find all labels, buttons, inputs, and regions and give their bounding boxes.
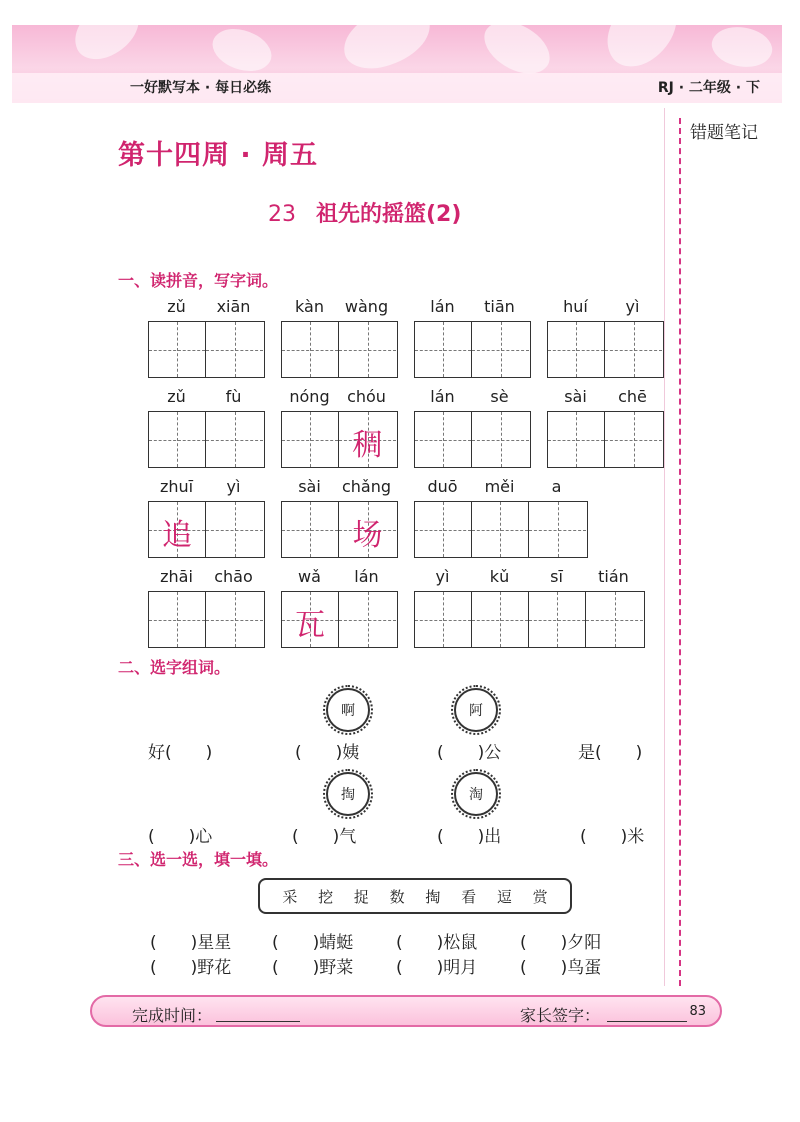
word-blank[interactable]: 是( ) bbox=[578, 743, 643, 763]
pinyin-syllable: xiān bbox=[216, 297, 251, 316]
writing-cell[interactable] bbox=[206, 322, 263, 377]
pinyin-row bbox=[148, 387, 265, 407]
word-blank[interactable]: ( )公 bbox=[437, 743, 502, 763]
writing-cell[interactable] bbox=[605, 322, 662, 377]
week-title: 第十四周 · 周五 bbox=[118, 140, 319, 171]
tianzige-grid bbox=[148, 411, 265, 468]
pinyin-word-group bbox=[414, 567, 645, 651]
tianzige-grid bbox=[414, 321, 531, 378]
tianzige-grid bbox=[148, 501, 265, 558]
section3-title: 三、选一选，填一填。 bbox=[118, 850, 279, 869]
completion-time-label: 完成时间： bbox=[132, 1006, 213, 1025]
pinyin-row bbox=[281, 387, 398, 407]
pinyin-word-group bbox=[547, 387, 664, 471]
writing-cell[interactable] bbox=[206, 592, 263, 647]
pinyin-row bbox=[148, 567, 265, 587]
word-blank[interactable]: ( )心 bbox=[148, 827, 213, 847]
tianzige-grid bbox=[281, 321, 398, 378]
pinyin-syllable: fù bbox=[225, 387, 242, 406]
pinyin-row bbox=[414, 567, 645, 587]
writing-cell[interactable] bbox=[339, 322, 396, 377]
writing-cell[interactable] bbox=[149, 592, 206, 647]
pinyin-word-group bbox=[547, 297, 664, 381]
pinyin-syllable: sài bbox=[298, 477, 321, 496]
writing-cell[interactable] bbox=[548, 412, 605, 467]
pinyin-row bbox=[414, 477, 588, 497]
pinyin-syllable: duō bbox=[427, 477, 458, 496]
pinyin-row bbox=[547, 387, 664, 407]
word-blank[interactable]: ( )气 bbox=[292, 827, 357, 847]
choice-char: 掏 bbox=[425, 887, 441, 906]
pinyin-syllable: chóu bbox=[347, 387, 386, 406]
pinyin-syllable: wàng bbox=[344, 297, 389, 316]
writing-cell[interactable] bbox=[206, 412, 263, 467]
header-left-title: 一好默写本 · 每日必练 bbox=[130, 80, 272, 96]
pinyin-row bbox=[281, 567, 398, 587]
pinyin-syllable: chē bbox=[618, 387, 647, 406]
pinyin-syllable: lán bbox=[430, 387, 455, 406]
choice-char: 采 bbox=[282, 887, 298, 906]
writing-cell[interactable] bbox=[339, 502, 396, 557]
pinyin-row bbox=[281, 477, 398, 497]
pinyin-syllable: zhāi bbox=[160, 567, 193, 586]
phrase-blank[interactable]: ( )蜻蜓 bbox=[272, 933, 354, 953]
pinyin-syllable: yì bbox=[226, 477, 241, 496]
pinyin-syllable: chāo bbox=[214, 567, 253, 586]
pinyin-word-group bbox=[148, 567, 265, 651]
phrase-blank[interactable]: ( )明月 bbox=[396, 958, 478, 978]
writing-cell[interactable] bbox=[472, 592, 529, 647]
pinyin-syllable: chǎng bbox=[341, 477, 392, 496]
notes-divider bbox=[679, 118, 681, 986]
choice-char: 数 bbox=[389, 887, 405, 906]
pinyin-syllable: zǔ bbox=[167, 297, 186, 316]
pinyin-row bbox=[414, 387, 531, 407]
pinyin-word-group bbox=[414, 477, 588, 561]
choice-char: 赏 bbox=[532, 887, 548, 906]
pinyin-word-group bbox=[414, 297, 531, 381]
section2-title: 二、选字组词。 bbox=[118, 658, 231, 677]
tianzige-grid bbox=[148, 321, 265, 378]
phrase-blank[interactable]: ( )星星 bbox=[150, 933, 232, 953]
writing-cell[interactable] bbox=[282, 592, 339, 647]
writing-cell[interactable] bbox=[149, 322, 206, 377]
pinyin-syllable: lán bbox=[354, 567, 379, 586]
char-choice-box bbox=[258, 878, 572, 914]
lesson-number: 23 bbox=[268, 202, 296, 227]
margin-line bbox=[664, 108, 665, 986]
choice-char: 挖 bbox=[318, 887, 334, 906]
header-right-title: RJ · 二年级 · 下 bbox=[657, 80, 760, 96]
phrase-blank[interactable]: ( )野花 bbox=[150, 958, 232, 978]
tianzige-grid bbox=[281, 591, 398, 648]
pinyin-syllable: kǔ bbox=[489, 567, 510, 586]
tianzige-grid bbox=[281, 411, 398, 468]
writing-cell[interactable] bbox=[415, 502, 472, 557]
pinyin-syllable: yì bbox=[435, 567, 450, 586]
notes-label: 错题笔记 bbox=[690, 123, 758, 143]
tianzige-grid bbox=[547, 411, 664, 468]
pinyin-word-group bbox=[281, 297, 398, 381]
tianzige-grid bbox=[414, 591, 645, 648]
handwritten-char: 场 bbox=[352, 518, 383, 553]
tianzige-grid bbox=[414, 411, 531, 468]
writing-cell[interactable] bbox=[472, 412, 529, 467]
section1-title: 一、读拼音，写字词。 bbox=[118, 271, 279, 290]
word-blank[interactable]: ( )姨 bbox=[295, 743, 360, 763]
tianzige-grid bbox=[414, 501, 588, 558]
pinyin-syllable: měi bbox=[484, 477, 515, 496]
writing-cell[interactable] bbox=[339, 412, 396, 467]
tianzige-grid bbox=[148, 591, 265, 648]
pinyin-syllable: zhuī bbox=[159, 477, 194, 496]
pinyin-syllable: zǔ bbox=[167, 387, 186, 406]
tianzige-grid bbox=[547, 321, 664, 378]
writing-cell[interactable] bbox=[282, 412, 339, 467]
pinyin-row bbox=[148, 297, 265, 317]
pinyin-word-group bbox=[148, 477, 265, 561]
phrase-blank[interactable]: ( )松鼠 bbox=[396, 933, 478, 953]
handwritten-char: 瓦 bbox=[295, 608, 325, 643]
lesson-title bbox=[268, 197, 461, 228]
parent-signature-label: 家长签字： bbox=[520, 1006, 601, 1025]
choice-char: 捉 bbox=[353, 887, 369, 906]
writing-cell[interactable] bbox=[206, 502, 263, 557]
writing-cell[interactable] bbox=[548, 322, 605, 377]
pinyin-syllable: lán bbox=[430, 297, 455, 316]
writing-cell[interactable] bbox=[472, 502, 529, 557]
writing-cell[interactable] bbox=[529, 502, 586, 557]
writing-cell[interactable] bbox=[149, 412, 206, 467]
tianzige-grid bbox=[281, 501, 398, 558]
writing-cell[interactable] bbox=[529, 592, 586, 647]
pinyin-syllable: sài bbox=[564, 387, 587, 406]
pinyin-syllable: huí bbox=[563, 297, 588, 316]
writing-cell[interactable] bbox=[472, 322, 529, 377]
pinyin-syllable: wǎ bbox=[298, 567, 321, 586]
writing-cell[interactable] bbox=[149, 502, 206, 557]
phrase-blank[interactable]: ( )鸟蛋 bbox=[520, 958, 602, 978]
pinyin-syllable: yì bbox=[625, 297, 640, 316]
writing-cell[interactable] bbox=[415, 322, 472, 377]
completion-time-field[interactable] bbox=[216, 1021, 300, 1022]
pinyin-word-group bbox=[414, 387, 531, 471]
word-blank[interactable]: ( )米 bbox=[580, 827, 645, 847]
pinyin-word-group bbox=[281, 567, 398, 651]
pinyin-syllable: sī bbox=[550, 567, 563, 586]
writing-cell[interactable] bbox=[605, 412, 662, 467]
pinyin-word-group bbox=[281, 477, 398, 561]
pinyin-word-group bbox=[281, 387, 398, 471]
pinyin-word-group bbox=[148, 387, 265, 471]
word-blank[interactable]: 好( ) bbox=[148, 743, 213, 763]
pinyin-syllable: a bbox=[551, 477, 562, 496]
choice-char: 看 bbox=[461, 887, 477, 906]
choice-char-flower: 阿 bbox=[454, 688, 498, 732]
handwritten-char: 追 bbox=[162, 518, 192, 553]
choice-char: 逗 bbox=[496, 887, 512, 906]
writing-cell[interactable] bbox=[415, 592, 472, 647]
pinyin-row bbox=[281, 297, 398, 317]
writing-cell[interactable] bbox=[282, 502, 339, 557]
lesson-name: 祖先的摇篮(2) bbox=[316, 202, 462, 227]
pinyin-syllable: nóng bbox=[289, 387, 330, 406]
writing-cell[interactable] bbox=[282, 322, 339, 377]
page-number: 83 bbox=[689, 1004, 706, 1019]
pinyin-row bbox=[414, 297, 531, 317]
pinyin-row bbox=[547, 297, 664, 317]
pinyin-syllable: tiān bbox=[484, 297, 515, 316]
writing-cell[interactable] bbox=[415, 412, 472, 467]
choice-char-flower: 啊 bbox=[326, 688, 370, 732]
writing-cell[interactable] bbox=[339, 592, 396, 647]
handwritten-char: 稠 bbox=[352, 428, 383, 463]
pinyin-syllable: tián bbox=[598, 567, 629, 586]
parent-signature-field[interactable] bbox=[607, 1021, 687, 1022]
pinyin-word-group bbox=[148, 297, 265, 381]
pinyin-syllable: sè bbox=[490, 387, 509, 406]
choice-char-flower: 掏 bbox=[326, 772, 370, 816]
footer-bar bbox=[90, 995, 722, 1027]
pinyin-row bbox=[148, 477, 265, 497]
phrase-blank[interactable]: ( )野菜 bbox=[272, 958, 354, 978]
phrase-blank[interactable]: ( )夕阳 bbox=[520, 933, 602, 953]
writing-cell[interactable] bbox=[586, 592, 643, 647]
choice-char-flower: 淘 bbox=[454, 772, 498, 816]
word-blank[interactable]: ( )出 bbox=[437, 827, 502, 847]
header-banner bbox=[12, 25, 782, 103]
pinyin-syllable: kàn bbox=[295, 297, 324, 316]
